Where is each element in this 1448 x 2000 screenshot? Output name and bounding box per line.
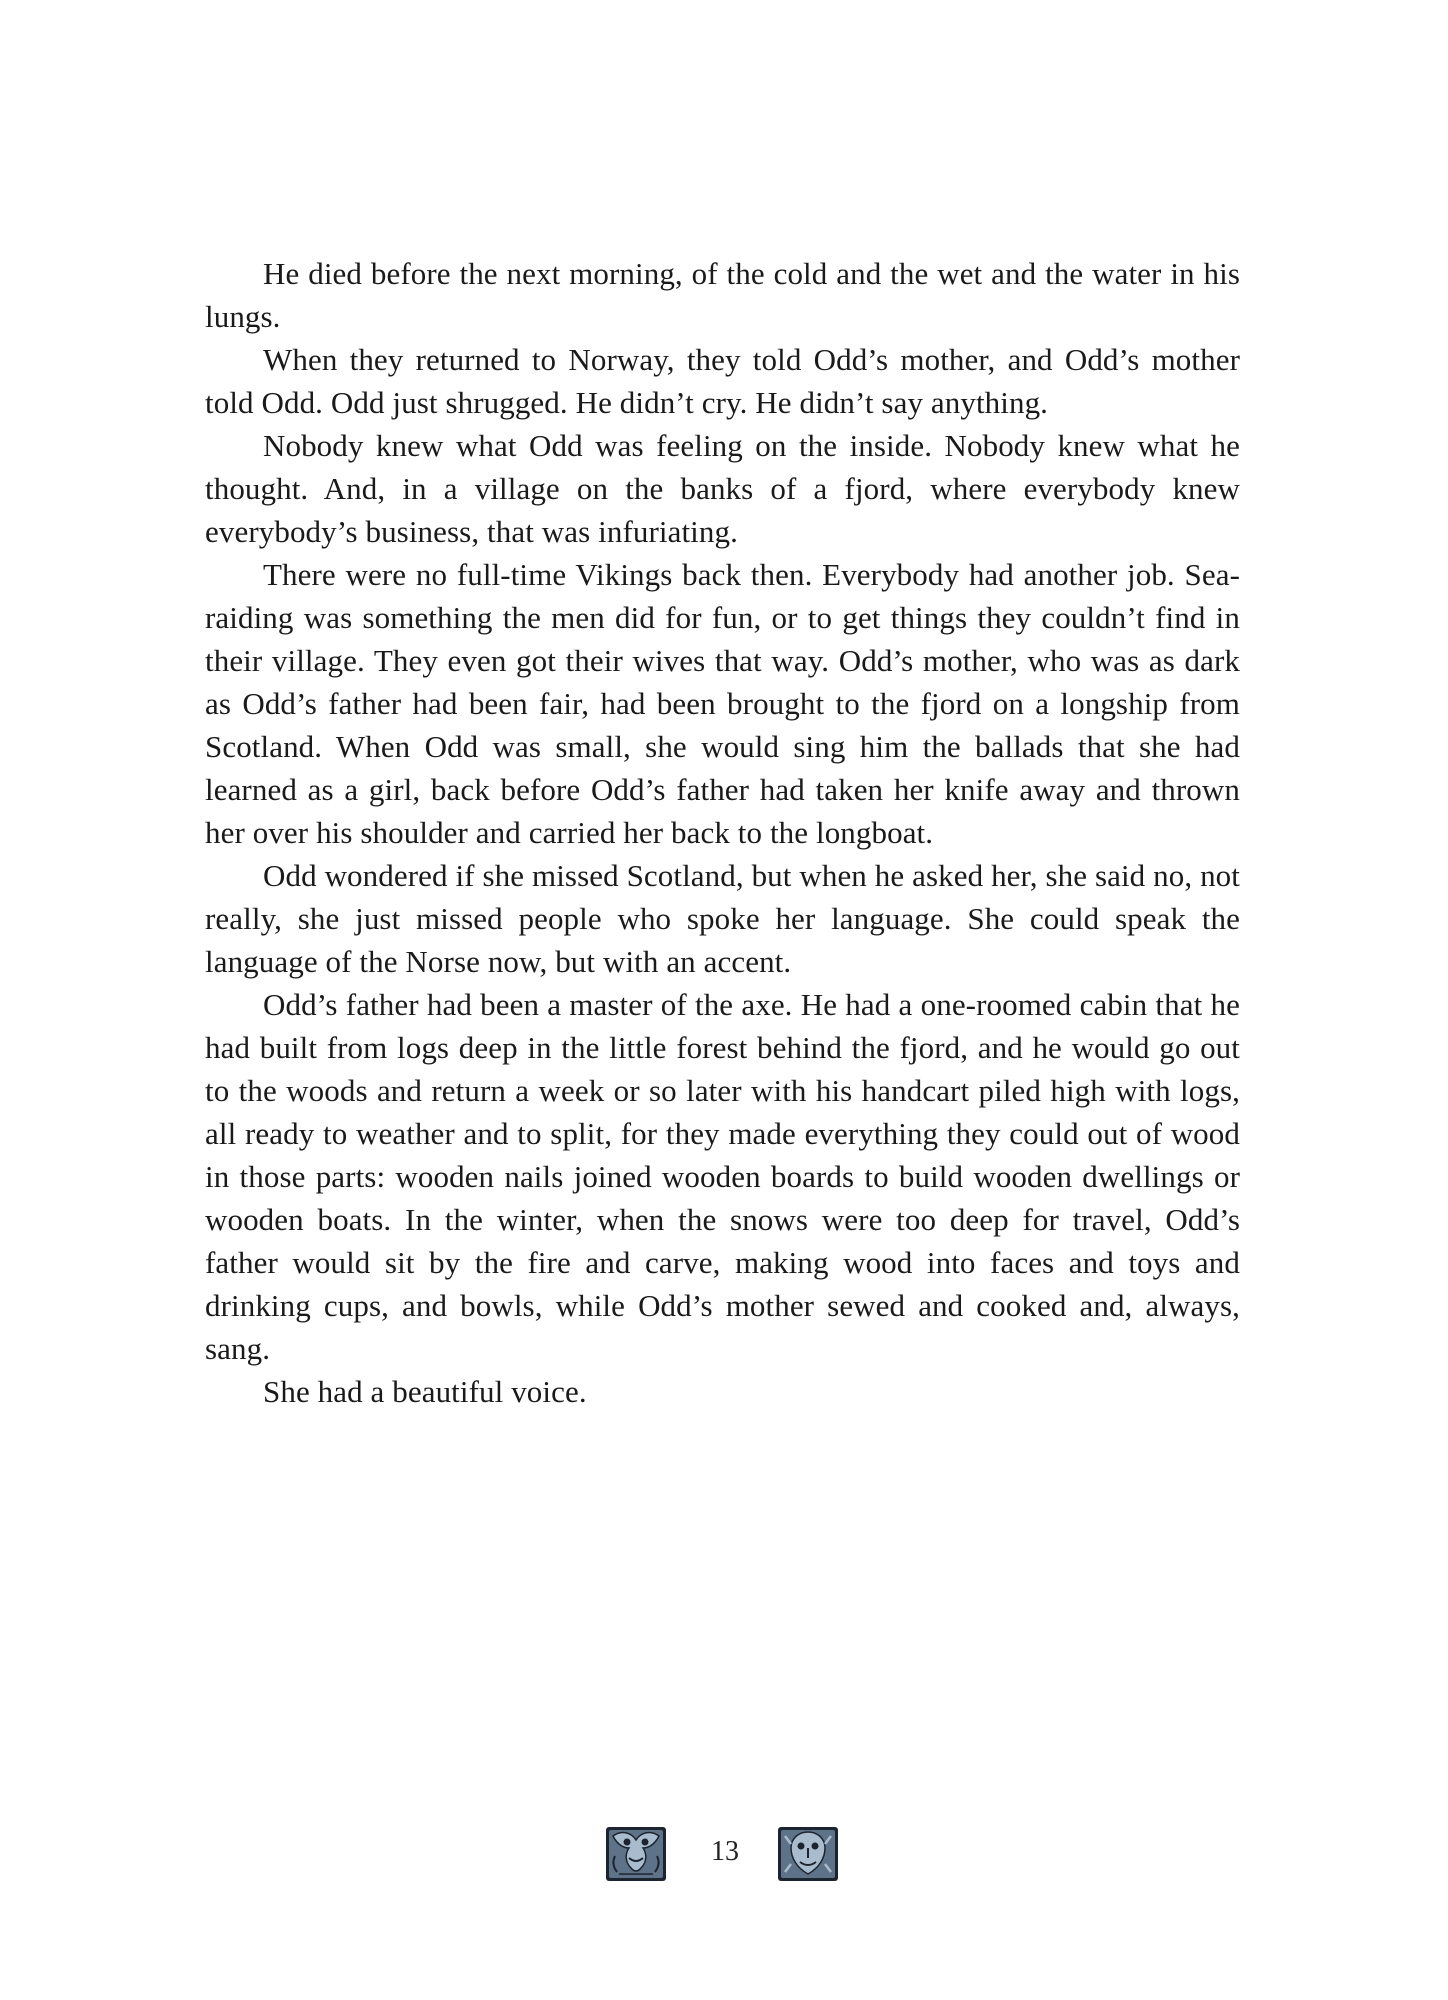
paragraph: Odd wondered if she missed Scotland, but when he asked her, she said no, not really, she just missed people who spoke her language. She could speak the language of the Norse now, but with an accent. <box>205 858 1240 979</box>
page-footer <box>0 1822 1448 1892</box>
paragraph: There were no full-time Vikings back then. Everybody had another job. Sea-raiding was something the men did for fun, or to get things they couldn’t find in their village. They even got their wives that way. Odd’s mother, who was as dark as Odd’s father had been fair, had been brought to the fjord on a longship from Scotland. When Odd was small, she would sing him the ballads that she had learned as a girl, back before Odd’s father had taken her knife away and thrown her over his shoulder and carried her back to the longboat. <box>205 557 1240 850</box>
paragraph: When they returned to Norway, they told Odd’s mother, and Odd’s mother told Odd. Odd just shrugged. He didn’t cry. He didn’t say anything. <box>205 342 1240 420</box>
paragraph: Nobody knew what Odd was feeling on the inside. Nobody knew what he thought. And, in a village on the banks of a fjord, where everybody knew everybody’s business, that was infuriating. <box>205 428 1240 549</box>
body-text <box>205 252 1240 1413</box>
paragraph: She had a beautiful voice. <box>263 1374 587 1409</box>
paragraph: He died before the next morning, of the cold and the wet and the water in his lungs. <box>205 256 1240 334</box>
carved-face-ornament-icon <box>605 1826 667 1882</box>
page-number: 13 <box>711 1836 739 1867</box>
paragraph: Odd’s father had been a master of the axe. He had a one-roomed cabin that he had built from logs deep in the little forest behind the fjord, and he would go out to the woods and return a week or so later with his handcart piled high with logs, all ready to weather and to split, for they made everything they could out of wood in those parts: wooden nails joined wooden boards to build wooden dwellings or wooden boats. In the winter, when the snows were too deep for travel, Odd’s father would sit by the fire and carve, making wood into faces and toys and drinking cups, and bowls, while Odd’s mother sewed and cooked and, always, sang. <box>205 987 1240 1366</box>
carved-face-ornament-icon <box>777 1826 839 1882</box>
